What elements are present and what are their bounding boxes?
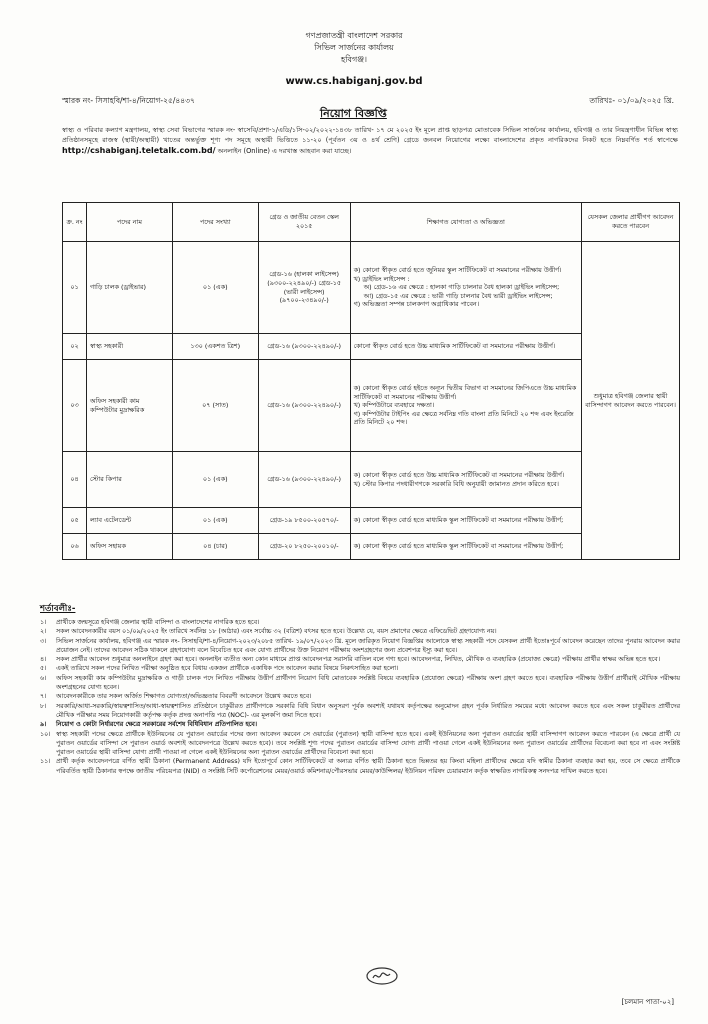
row-serial: ০২ bbox=[63, 334, 87, 360]
row-serial: ০৩ bbox=[63, 360, 87, 452]
qualification-line: গ) কম্পিউটার টাইপিং এর ক্ষেত্রে সর্বনিম্ন গতি বাংলা প্রতি মিনিটে ২০ শব্দ এবং ইংরেজি প্রতি মিনিটে ২০ শব্দ। bbox=[353, 409, 574, 427]
page-title: নিয়োগ বিজ্ঞপ্তি bbox=[320, 107, 387, 120]
term-text: সরকারি/আধা-সরকারি/স্বায়ত্বশাসিত/আধা-স্বায়ত্বশাসিত প্রতিষ্ঠানে চাকুরীরত প্রার্থীগণকে সরকারি বিধি বিধান অনুসরণ পূর্বক অবশ্যই যথাযথ কর্তৃপক্ষের অনুমোদন গ্রহন পূর্বক নির্ধারিত সময়ের মধ্যে আবেদন করতে হবে এবং সকল চাকুরীরত প্রার্থীদের মৌখিক পরীক্ষার সময় নিয়োগকারী কর্তৃপক্ষ কর্তৃক প্রদত্ত অনাপত্তি পত্র (NOC)- এর মূলকপি জমা দিতে হবে। bbox=[56, 702, 680, 719]
header-website: www.cs.habiganj.gov.bd bbox=[285, 76, 423, 87]
header-district: হবিগঞ্জ। bbox=[341, 55, 367, 64]
col-header-count: পদের সংখ্যা bbox=[172, 203, 258, 242]
table-row bbox=[63, 242, 680, 334]
terms-list bbox=[40, 618, 680, 776]
row-grade: গ্রেড-১৯ ৮৫০০-২০৫৭০/- bbox=[258, 508, 350, 534]
term-number: ৬। bbox=[40, 674, 47, 682]
term-number: ১০। bbox=[40, 730, 51, 738]
intro-text: স্বাস্থ্য ও পরিবার কল্যাণ মন্ত্রণালয়, স্বাস্থ্য সেবা বিভাগের স্মারক নং- স্বাসেবি/প্রশা-১/এডি/১সি-০২/২০২২-১৪৩৮ তারিখ- ১৭ মে ২০২৫ ইং মূলে প্রাপ্ত ছাড়পত্র মোতাবেক সিভিল সার্জনের কার্যালয়, হবিগঞ্জ ও তার নিয়ন্ত্রণাধীন বিভিন্ন স্বাস্থ্য প্রতিষ্ঠানসমূহে রাজস্ব (স্থায়ী/অস্থায়ী) খাতের অন্তর্ভুক্ত শূণ্য পদ সমূহে অস্থায়ী ভিত্তিতে ১১-২০ (পূর্বতন ৩য় ও ৪র্থ শ্রেণি) গ্রেডে জনবল নিয়োগের লক্ষ্যে বাংলাদেশের প্রকৃত নাগরিকদের নিকট হতে নিম্নবর্ণিত শর্ত স্বাপেক্ষে bbox=[62, 126, 678, 144]
intro-paragraph bbox=[62, 126, 678, 156]
col-header-post: পদের নাম bbox=[86, 203, 172, 242]
list-item bbox=[40, 627, 680, 636]
row-grade: গ্রেড-১৬ (৯৩০০-২২৪৯০/-) bbox=[258, 360, 350, 452]
list-item bbox=[40, 664, 680, 673]
terms-heading: শর্তাবলীঃ- bbox=[40, 604, 76, 614]
term-text: প্রার্থীকে জন্মসূত্রে হবিগঞ্জ জেলার স্থায়ী বাসিন্দা ও বাংলাদেশের নাগরিক হতে হবে। bbox=[56, 619, 260, 626]
term-text: নিয়োগ ও কোটা নির্ধারণের ক্ষেত্রে সরকারের সর্বশেষ বিধিবিধান প্রতিপালিত হবে। bbox=[56, 721, 258, 729]
term-number: ৭। bbox=[40, 693, 47, 701]
table-header-row bbox=[63, 203, 680, 242]
signature-mark bbox=[364, 966, 400, 986]
row-post: অফিস সহকারী কাম কম্পিউটার মুদ্রাক্ষরিক bbox=[86, 360, 172, 452]
row-serial: ০৫ bbox=[63, 508, 87, 534]
row-grade: গ্রেড-২০ ৮২৫০-২০০১০/- bbox=[258, 534, 350, 560]
term-number: ২। bbox=[40, 628, 47, 636]
col-header-serial: ক্র. নং bbox=[63, 203, 87, 242]
row-serial: ০৬ bbox=[63, 534, 87, 560]
row-count: ০১ (এক) bbox=[172, 242, 258, 334]
qualification-line: ক) কোনো স্বীকৃত বোর্ড হতে মাধ্যমিক স্কুল সার্টিফিকেট বা সমমানের পরীক্ষায় উত্তীর্ণ; bbox=[353, 542, 564, 551]
header-office: সিভিল সার্জনের কার্যালয় bbox=[314, 43, 394, 52]
term-number: ১। bbox=[40, 619, 47, 626]
eligibility-cell: শুধুমাত্র হবিগঞ্জ জেলার স্থায়ী বাসিন্দাগণ আবেদন করতে পারবেন। bbox=[582, 242, 680, 560]
qualification-line: কোনো স্বীকৃত বোর্ড হতে উচ্চ মাধ্যমিক সার্টিফিকেট বা সমমানের পরীক্ষায় উত্তীর্ণ। bbox=[353, 342, 556, 351]
apply-link: http://cshabiganj.teletalk.com.bd/ bbox=[62, 145, 216, 155]
row-count: ০৭ (সাত) bbox=[172, 360, 258, 452]
term-text: অফিস সহকারী কাম কম্পিউটার মুদ্রাক্ষরিক ও গাড়ী চালক পদে লিখিত পরীক্ষায় উত্তীর্ণ প্রার্থীগণ নিয়োগ বিধি মোতাবেক সংশ্লিষ্ট বিষয়ে ব্যবহারিক (প্রযোজ্য ক্ষেত্রে) পরীক্ষায় অংশ গ্রহণ করতে হবে। ব্যবহারিক পরীক্ষায় উত্তীর্ণ প্রার্থীরাই মৌখিক পরীক্ষায় অংশগ্রহনের যোগ্য হবেন। bbox=[56, 674, 680, 692]
row-qualification bbox=[350, 242, 582, 334]
row-count: ১৩০ (একশত ত্রিশ) bbox=[172, 334, 258, 360]
list-item bbox=[40, 692, 680, 701]
qualification-line: গ) অভিজ্ঞতা সম্পন্ন চালকগণ অগ্রাধিকার পাবেন। bbox=[353, 300, 480, 309]
term-number: ৪। bbox=[40, 656, 47, 664]
row-serial: ০১ bbox=[63, 242, 87, 334]
row-count: ০১ (এক) bbox=[172, 508, 258, 534]
header-govt: গণপ্রজাতন্ত্রী বাংলাদেশ সরকার bbox=[305, 31, 403, 40]
row-grade: গ্রেড-১৬ (৯৩০০-২২৪৯০/-) bbox=[258, 452, 350, 508]
col-header-eligibility: যেসকল জেলার প্রার্থীগণ আবেদন করতে পারবেন bbox=[582, 203, 680, 242]
row-serial: ০৪ bbox=[63, 452, 87, 508]
qualification-line: খ) ড্রাইভিং লাইসেন্স : bbox=[353, 274, 410, 283]
qualification-line: খ) স্টোর কিপার পদধারীগণকে সরকারি বিধি অনুযায়ী জামানত প্রদান করিতে হবে। bbox=[353, 479, 559, 488]
col-header-qualification: শিক্ষাগত যোগ্যতা ও অভিজ্ঞতা bbox=[350, 203, 582, 242]
row-post: অফিস সহায়ক bbox=[86, 534, 172, 560]
list-item bbox=[40, 757, 680, 776]
qualification-line: ক) কোনো স্বীকৃত বোর্ড হতে জুনিয়র স্কুল সার্টিফিকেট বা সমমানের পরীক্ষায় উত্তীর্ণ। bbox=[353, 266, 562, 275]
term-text: প্রার্থী কর্তৃক আবেদনপত্রে বর্ণিত স্থায়ী ঠিকানা (Permanent Address) যদি ইতোপূর্বে কোন সার্টিফিকেটে বা অন্যত্র বর্ণিত স্থায়ী ঠিকানা হতে ভিন্নতর হয় কিংবা মহিলা প্রার্থীদের ক্ষেত্রে যদি স্বামীর ঠিকানা ব্যবহার করা হয়, তবে সে ক্ষেত্রে প্রার্থীকে পরিবর্তিত স্থায়ী ঠিকানার স্বপক্ষে জাতীয় পরিচয়পত্র (NID) ও সংশ্লিষ্ট সিটি কর্পোরেশনের মেয়র/ওয়ার্ড কমিশনার/পৌরসভার মেয়র/কাউন্সিলর/ ইউনিয়ন পরিষদ চেয়ারম্যান কর্তৃক স্বাক্ষরিত নাগরিকত্ব সনদপত্র দাখিল করতে হবে। bbox=[56, 758, 680, 775]
row-qualification bbox=[350, 508, 582, 534]
memo-number: স্মারক নং- সিসাহবি/শা-৪/নিয়োগ-২৫/৪৪৩৭ bbox=[62, 96, 195, 105]
term-text: সকল প্রার্থীর আবেদন শুধুমাত্র অনলাইনে গ্রহণ করা হবে। অনলাইন ব্যতীত অন্য কোন মাধ্যমে প্রাপ্ত আবেদনপত্র সরাসরি বাতিল বলে গণ্য হবে। আবেদনপত্র, লিখিত, মৌখিক ও ব্যবহারিক (প্রযোজ্য ক্ষেত্রে) পরীক্ষায় প্রার্থীর স্বাক্ষর অভিন্ন হতে হবে। bbox=[56, 656, 660, 664]
row-post: ল্যাব এটেনডেন্ট bbox=[86, 508, 172, 534]
row-post: স্টোর কিপার bbox=[86, 452, 172, 508]
list-item bbox=[40, 702, 680, 721]
term-number: ৯। bbox=[40, 721, 47, 729]
qualification-line: অ) গ্রেড-১৬ এর ক্ষেত্রে : হালকা গাড়ি চালনার বৈধ হালকা ড্রাইভিং লাইসেন্স; bbox=[363, 283, 560, 292]
list-item bbox=[40, 637, 680, 656]
col-header-grade: গ্রেড ও জাতীয় বেতন স্কেল ২০১৫ bbox=[258, 203, 350, 242]
term-text: সিভিল সার্জনের কার্যালয়, হবিগঞ্জ এর স্মারক নং- সিসাহবি/শা-৪/নিয়োগ-২০২৩/২০৮৫ তারিখ- ১৯/০৭/২০২৩ খ্রি. মূলে জারিকৃত নিয়োগ বিজ্ঞপ্তির আলোকে স্বাস্থ্য সহকারী পদে যেসকল প্রার্থী ইতোঃপূর্বে আবেদন করেছেন তাদের পুনরায় আবেদন করার প্রয়োজন নেই। তাদের আবেদন সঠিক থাকলে গ্রহণযোগ্য বলে বিবেচিত হবে এবং যোগ্য প্রার্থীদের উক্ত নিয়োগ পরীক্ষায় অংশগ্রহণের জন্য প্রবেশপত্র ইস্যু করা হবে। bbox=[56, 637, 680, 654]
intro-tail: অনলাইন (Online) এ দরখাস্ত আহবান করা যাচ্ছে। bbox=[215, 146, 352, 155]
continued-page-note: [চলমান পাতা-০২] bbox=[621, 998, 674, 1006]
row-qualification bbox=[350, 360, 582, 452]
row-qualification bbox=[350, 452, 582, 508]
qualification-line: ক) কোনো স্বীকৃত বোর্ড হতে উচ্চ মাধ্যমিক সার্টিফিকেট বা সমমানের পরীক্ষায় উত্তীর্ণ। bbox=[353, 470, 565, 479]
list-item bbox=[40, 674, 680, 693]
term-number: ১১। bbox=[40, 758, 51, 766]
term-text: সকল আবেদনকারীর বয়স ০১/০৯/২০২৫ ইং তারিখে সর্বনিম্ন ১৮ (আঠার) এবং সর্বোচ্চ ৩২ (বত্রিশ) বৎসর হতে হবে। উল্লেখ্য যে, বয়স প্রমাণের ক্ষেত্রে এফিডেভিট গ্রহণযোগ্য নয়। bbox=[56, 628, 497, 636]
qualification-line: ক) কোনো স্বীকৃত বোর্ড হইতে অন্যূন দ্বিতীয় বিভাগ বা সমমানের জিপিএতে উচ্চ মাধ্যমিক সার্টিফিকেট বা সমমানের পরীক্ষায় উত্তীর্ণ। bbox=[353, 384, 577, 401]
row-grade: গ্রেড-১৬ (হালকা লাইসেন্স) (৯৩০০-২২৪৯০/-) গ্রেড-১৫ (ভারী লাইসেন্স) (৯৭০০-২৩৪৯০/-) bbox=[258, 242, 350, 334]
vacancy-table bbox=[62, 202, 680, 560]
term-number: ৫। bbox=[40, 665, 47, 673]
term-text: আবেদনকারীকে তার সকল অর্জিত শিক্ষাগত যোগ্যতা/অভিজ্ঞতার বিবরণী আবেদনে উল্লেখ করতে হবে। bbox=[56, 693, 312, 701]
term-number: ৮। bbox=[40, 702, 47, 710]
row-post: স্বাস্থ্য সহকারী bbox=[86, 334, 172, 360]
row-qualification bbox=[350, 334, 582, 360]
qualification-line: আ) গ্রেড-১৫ এর ক্ষেত্রে : ভারী গাড়ি চালনার বৈধ ভারী ড্রাইভিং লাইসেন্স; bbox=[363, 291, 553, 300]
list-item bbox=[40, 655, 680, 664]
qualification-line: ক) কোনো স্বীকৃত বোর্ড হতে মাধ্যমিক স্কুল সার্টিফিকেট বা সমমানের পরীক্ষায় উত্তীর্ণ; bbox=[353, 516, 564, 525]
term-text: স্বাস্থ্য সহকারী পদের ক্ষেত্রে প্রার্থীকে ইউনিয়নের যে পুরাতন ওয়ার্ডের পদের জন্য আবেদন করবেন সে ওয়ার্ডের (পুরাতন) স্থায়ী বাসিন্দা হতে হবে। একই ইউনিয়নের অন্য পুরাতন ওয়ার্ডের স্থায়ী বাসিন্দাগণ আবেদন করতে পারবেন (এ ক্ষেত্রে প্রার্থী যে পুরাতন ওয়ার্ডের বাসিন্দা সে পুরাতন ওয়ার্ড অবশ্যই আবেদনপত্রে উল্লেখ করতে হবে)। তবে সংশ্লিষ্ট শূণ্য পদের পুরাতন ওয়ার্ডের বাসিন্দা যোগ্য প্রার্থী পাওয়া গেলে একই ইউনিয়নের অন্য পুরাতন ওয়ার্ডের প্রার্থীদের বিবেচনা করা হবে না এবং সংশ্লিষ্ট পুরাতন ওয়ার্ডের স্থায়ী বাসিন্দা যোগ্য প্রার্থী পাওয়া না গেলে একই ইউনিয়নের অন্য পুরাতন ওয়ার্ডের প্রার্থীদের বিবেচনা করা হবে। bbox=[56, 730, 680, 757]
row-qualification bbox=[350, 534, 582, 560]
qualification-line: খ) কম্পিউটারে ব্যবহারে দক্ষতা। bbox=[353, 401, 435, 410]
list-item bbox=[40, 730, 680, 758]
row-grade: গ্রেড-১৬ (৯৩০০-২২৪৯০/-) bbox=[258, 334, 350, 360]
term-number: ৩। bbox=[40, 637, 47, 645]
row-count: ০৪ (চার) bbox=[172, 534, 258, 560]
list-item bbox=[40, 720, 680, 729]
list-item bbox=[40, 618, 680, 627]
row-post: গাড়ি চালক (ড্রাইভার) bbox=[86, 242, 172, 334]
row-count: ০১ (এক) bbox=[172, 452, 258, 508]
notice-date: তারিখঃ- ০১/০৯/২০২৫ খ্রি. bbox=[589, 96, 674, 105]
term-text: একই তারিখে সকল পদের লিখিত পরীক্ষা অনুষ্ঠিত হবে বিধায় একজন প্রার্থীকে একাধিক পদে আবেদন করার বিষয়ে নিরুৎসাহিত করা হলো। bbox=[56, 665, 399, 673]
